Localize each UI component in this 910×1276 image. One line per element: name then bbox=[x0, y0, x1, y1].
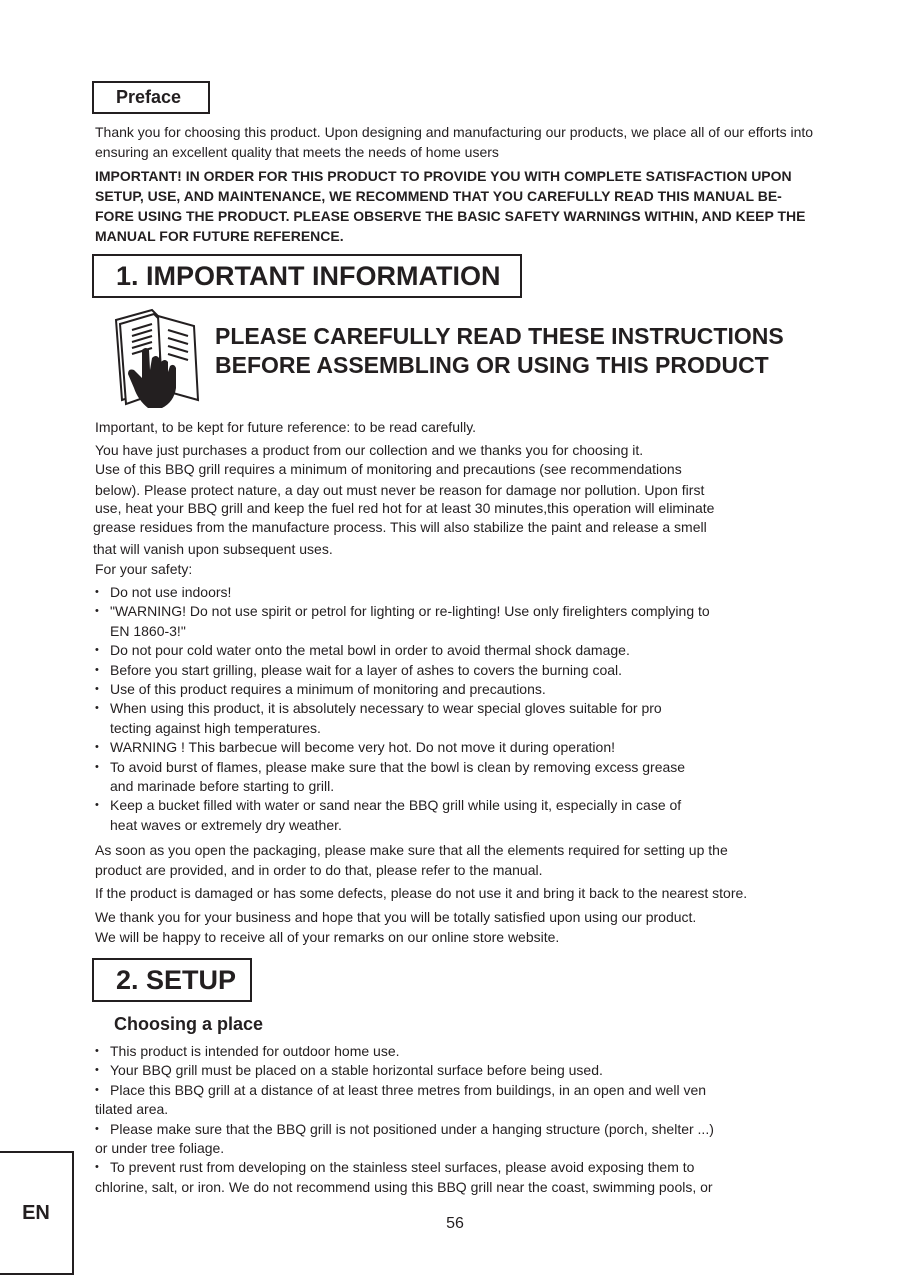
list-item: • WARNING ! This barbecue will become very hot. Do not move it during operation! bbox=[95, 738, 795, 757]
preface-intro: Thank you for choosing this product. Upon designing and manufacturing our products, we place all of our efforts into ensuring an excellent quality that meets the needs of home users bbox=[95, 124, 814, 160]
thanks-line: We thank you for your business and hope that you will be totally satisfied upon using our product. bbox=[95, 909, 697, 925]
packaging-line: product are provided, and in order to do that, please refer to the manual. bbox=[95, 861, 543, 878]
list-item: chlorine, salt, or iron. We do not recommend using this BBQ grill near the coast, swimming pools, or bbox=[95, 1178, 713, 1195]
safety-label: For your safety: bbox=[95, 561, 193, 577]
safety-list bbox=[95, 583, 795, 835]
read-instructions-warning bbox=[215, 322, 835, 380]
section2-title-box bbox=[92, 958, 252, 1002]
list-item: • Do not pour cold water onto the metal bowl in order to avoid thermal shock damage. bbox=[95, 641, 795, 660]
warning-line-2: BEFORE ASSEMBLING OR USING THIS PRODUCT bbox=[215, 352, 769, 378]
setup-list bbox=[95, 1042, 795, 1197]
damaged-note: If the product is damaged or has some defects, please do not use it and bring it back to the nearest store. bbox=[95, 885, 748, 901]
list-item: EN 1860-3!" bbox=[110, 622, 186, 639]
intro-line: grease residues from the manufacture process. This will also stabilize the paint and release a smell bbox=[93, 519, 707, 536]
list-item: • To prevent rust from developing on the stainless steel surfaces, please avoid exposing them to bbox=[95, 1158, 795, 1177]
warning-line-1: PLEASE CAREFULLY READ THESE INSTRUCTIONS bbox=[215, 323, 784, 349]
preface-important: IMPORTANT! IN ORDER FOR THIS PRODUCT TO PROVIDE YOU WITH COMPLETE SATISFACTION UPON SETUP, USE, AND MAINTENANCE, WE RECOMMEND THAT YOU CAREFULLY READ THIS MANUAL BE-FORE USING THE PRODUCT. PLEASE OBSERVE THE BASIC SAFETY WARNINGS WITHIN, AND KEEP THE MANUAL FOR FUTURE REFERENCE. bbox=[95, 168, 806, 244]
list-item: • Before you start grilling, please wait for a layer of ashes to covers the burning coal. bbox=[95, 661, 795, 680]
preface-title-box bbox=[92, 81, 210, 114]
list-item: • "WARNING! Do not use spirit or petrol for lighting or re-lighting! Use only firelighters complying to bbox=[95, 602, 795, 621]
preface-title: Preface bbox=[116, 87, 182, 107]
list-item: • Your BBQ grill must be placed on a stable horizontal surface before being used. bbox=[95, 1061, 795, 1080]
language-label: EN bbox=[22, 1201, 50, 1224]
read-manual-icon bbox=[112, 308, 204, 410]
list-item: or under tree foliage. bbox=[95, 1140, 225, 1157]
list-item: tecting against high temperatures. bbox=[110, 719, 321, 736]
section2-title: 2. SETUP bbox=[116, 964, 237, 995]
section1-title: 1. IMPORTANT INFORMATION bbox=[116, 260, 501, 291]
list-item: • Place this BBQ grill at a distance of at least three metres from buildings, in an open and well ven bbox=[95, 1081, 795, 1100]
intro-line: You have just purchases a product from our collection and we thanks you for choosing it. bbox=[95, 442, 644, 458]
intro-paragraph bbox=[95, 441, 815, 559]
section1-title-box bbox=[92, 254, 522, 298]
list-item: heat waves or extremely dry weather. bbox=[110, 816, 342, 833]
list-item: • When using this product, it is absolutely necessary to wear special gloves suitable for pro bbox=[95, 699, 795, 718]
list-item: • Do not use indoors! bbox=[95, 583, 795, 602]
intro-line: use, heat your BBQ grill and keep the fuel red hot for at least 30 minutes,this operation will eliminate bbox=[95, 500, 715, 517]
intro-line: below). Please protect nature, a day out must never be reason for damage nor pollution. Upon first bbox=[95, 481, 705, 498]
packaging-line: As soon as you open the packaging, please make sure that all the elements required for setting up the bbox=[95, 842, 728, 858]
list-item: • To avoid burst of flames, please make sure that the bowl is clean by removing excess grease bbox=[95, 758, 795, 777]
list-item: • Use of this product requires a minimum of monitoring and precautions. bbox=[95, 680, 795, 699]
list-item: tilated area. bbox=[95, 1101, 169, 1118]
list-item: and marinade before starting to grill. bbox=[110, 778, 335, 795]
page-number: 56 bbox=[446, 1215, 464, 1232]
thanks-paragraph bbox=[95, 908, 815, 947]
thanks-line: We will be happy to receive all of your remarks on our online store website. bbox=[95, 928, 560, 945]
intro-line: Use of this BBQ grill requires a minimum of monitoring and precautions (see recommendations bbox=[95, 460, 682, 477]
keep-reference-note: Important, to be kept for future reference: to be read carefully. bbox=[95, 419, 477, 435]
list-item: • Keep a bucket filled with water or sand near the BBQ grill while using it, especially in case of bbox=[95, 796, 795, 815]
list-item: • This product is intended for outdoor home use. bbox=[95, 1042, 795, 1061]
packaging-paragraph bbox=[95, 841, 815, 880]
list-item: • Please make sure that the BBQ grill is not positioned under a hanging structure (porch, shelter ...) bbox=[95, 1120, 795, 1139]
choosing-place-heading: Choosing a place bbox=[114, 1014, 264, 1034]
language-tab bbox=[0, 1151, 74, 1275]
intro-line: that will vanish upon subsequent uses. bbox=[93, 540, 333, 557]
